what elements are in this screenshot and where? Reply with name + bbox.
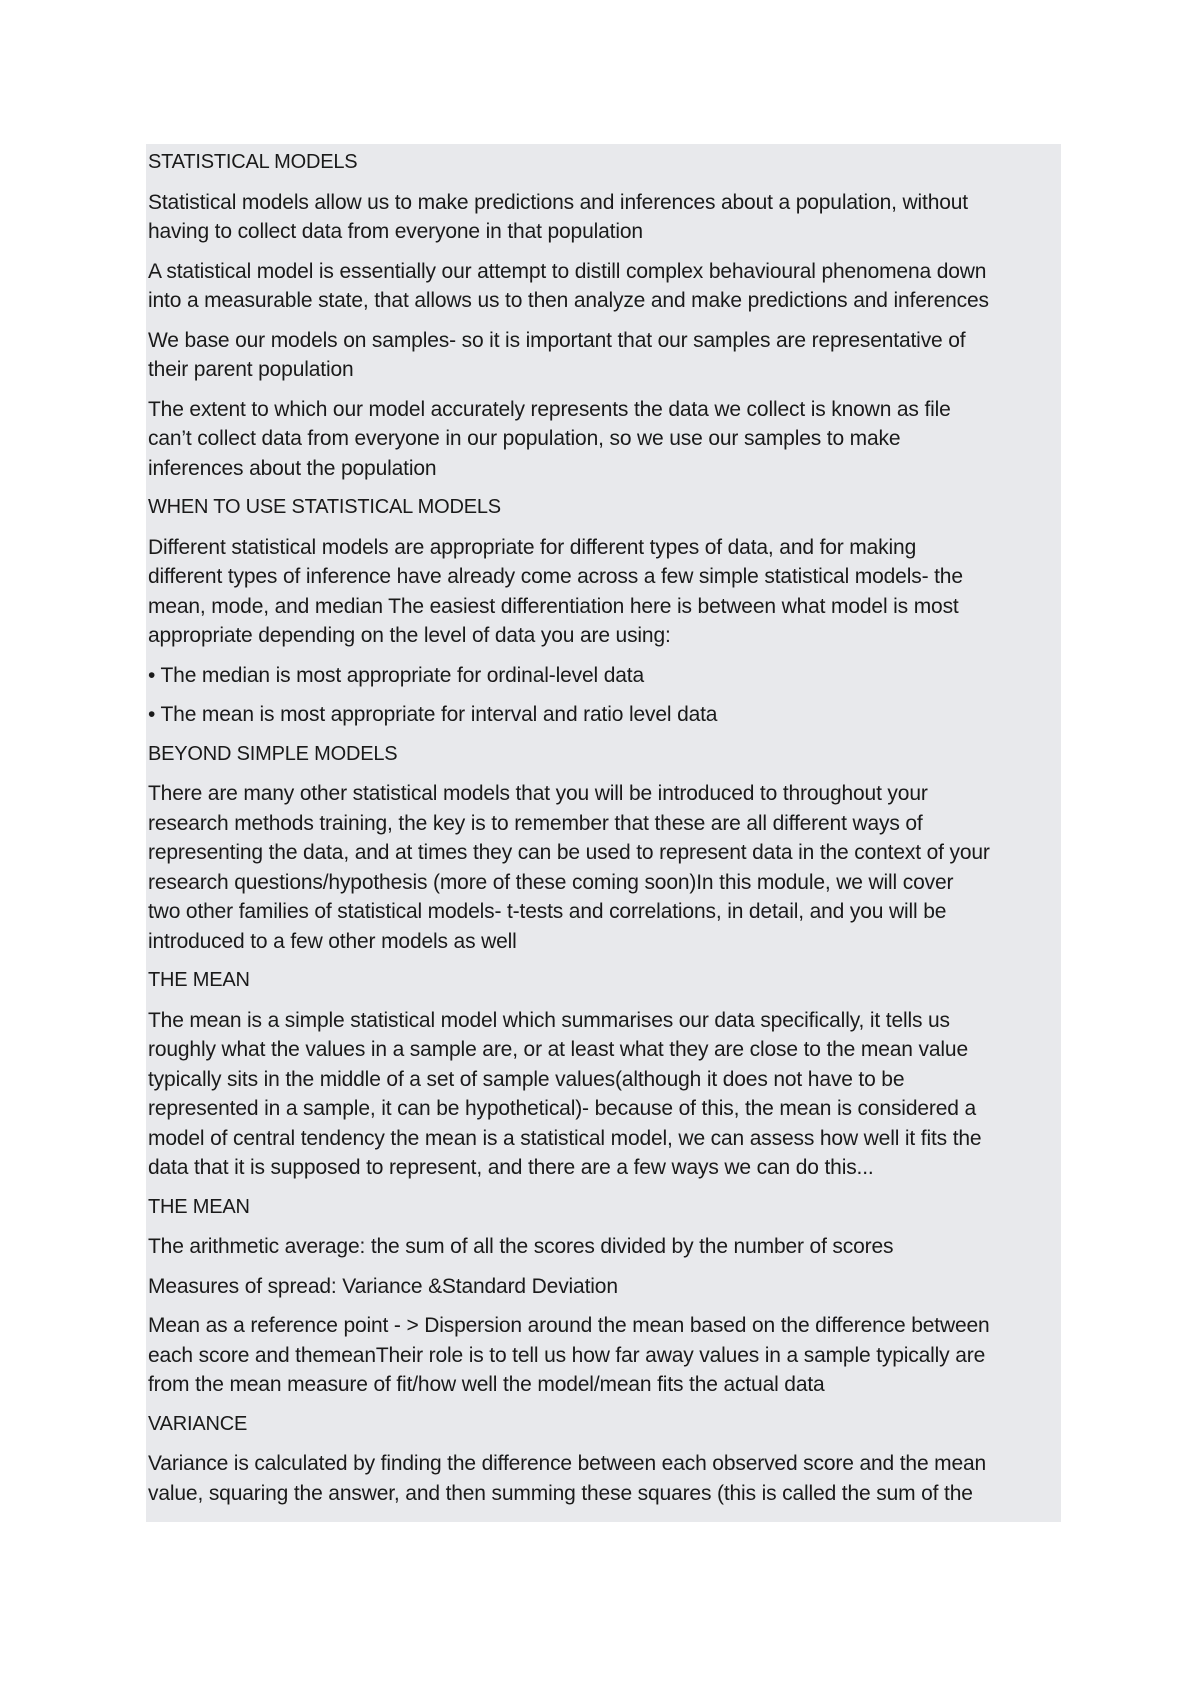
para-reference-point: Mean as a reference point - > Dispersion around the mean based on the difference between each score and themeanTheir role is to tell us how far away values in a sample typically are from the mean measure of fit/how well the model/mean fits the actual data: [148, 1314, 990, 1396]
text-flow: [146, 144, 1061, 1508]
heading-the-mean-2: THE MEAN: [148, 1195, 250, 1218]
heading-statistical-models: STATISTICAL MODELS: [148, 151, 358, 173]
para-distill-phenomena: A statistical model is essentially our attempt to distill complex behavioural phenomena down into a measurable state, that allows us to then analyze and make predictions and inferences: [148, 259, 989, 312]
bullet-mean: • The mean is most appropriate for interval and ratio level data: [148, 703, 718, 726]
bullet-median: • The median is most appropriate for ordinal-level data: [148, 663, 644, 687]
document-content: [146, 144, 1061, 1522]
para-measures-spread: Measures of spread: Variance &Standard Deviation: [148, 1274, 618, 1298]
para-predictions-inferences: Statistical models allow us to make predictions and inferences about a population, without having to collect data from everyone in that population: [148, 190, 968, 243]
para-samples-representative: We base our models on samples- so it is important that our samples are representative of their parent population: [148, 328, 966, 381]
para-arithmetic-average: The arithmetic average: the sum of all the scores divided by the number of scores: [148, 1235, 894, 1258]
heading-when-to-use: WHEN TO USE STATISTICAL MODELS: [148, 496, 501, 518]
para-different-models: Different statistical models are appropriate for different types of data, and for making different types of inference have already come across a few simple statistical models- the mean, mode, and median The easiest differentiation here is between what model is most appropriate depending on the level of data you are using:: [148, 535, 963, 647]
heading-the-mean-1: THE MEAN: [148, 969, 250, 991]
para-model-fit: The extent to which our model accurately represents the data we collect is known as file can’t collect data from everyone in our population, so we use our samples to make inferences about the population: [148, 397, 951, 480]
heading-beyond-simple: BEYOND SIMPLE MODELS: [148, 742, 398, 765]
para-variance-calc: Variance is calculated by finding the difference between each observed score and the mean value, squaring the answer, and then summing these squares (this is called the sum of the: [148, 1452, 987, 1505]
para-mean-summary: The mean is a simple statistical model which summarises our data specifically, it tells us roughly what the values in a sample are, or at least what they are close to the mean value typically sits in the middle of a set of sample values(although it does not have to be represented in a sample, it can be hypothetical)- because of this, the mean is considered a model of central tendency the mean is a statistical model, we can assess how well it fits the data that it is supposed to represent, and there are a few ways we can do this...: [148, 1008, 982, 1179]
heading-variance: VARIANCE: [148, 1412, 248, 1435]
para-other-models: There are many other statistical models that you will be introduced to throughout your research methods training, the key is to remember that these are all different ways of representing the data, and at times they can be used to represent data in the context of your research questions/hypothesis (more of these coming soon)In this module, we will cover two other families of statistical models- t-tests and correlations, in detail, and you will be introduced to a few other models as well: [148, 782, 990, 953]
